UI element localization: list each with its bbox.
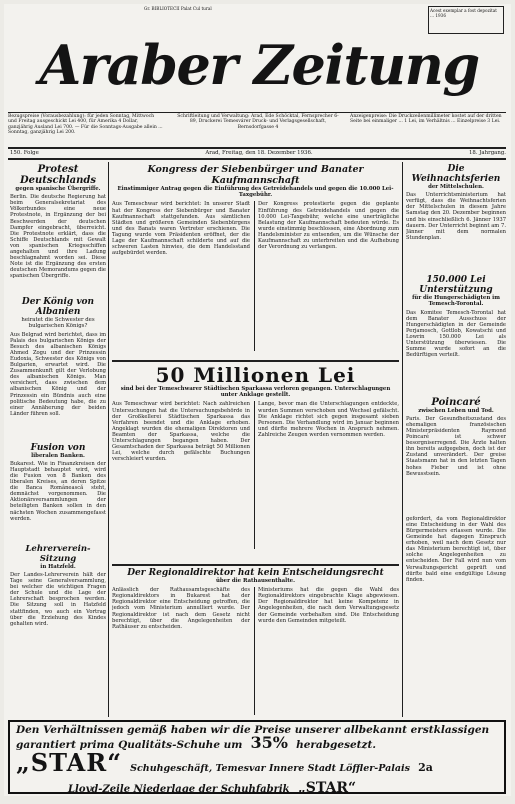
publisher-info: Schriftleitung und Verwaltung: Arad, Ede Schöcktal, Fernsprecher 6-89, Druckerei Temesvárer Druck- und Verlagsgesellschaft, Bernsdorfgasse 4 [177,114,339,130]
subscription-info: Bezugspreise (Vorausbezahlung): für jeden Sonntag, Mittwoch und Freitag ausgeschickt Lei 400, für Amerika 4 Dollar, ganzjährig Ausland Lei 700. — Für die Sonntags-Ausgabe allein ... Sonntag, ganzjährig Lei 200. [8,114,163,135]
headline-millions: 50 Millionen Lei [155,363,356,387]
advert-rates-info: Anzeigenpreise: Die Druckzeilenmillimeter kostet auf der dritten Seite bei einmaliger ... 1 Lei, im Verhältnis ... Einzelpreise 3 Lei. [350,114,502,125]
headline-bank-fusion: Fusion von [30,442,86,453]
ad-line-4 [16,780,498,796]
separator-millions [112,360,399,362]
headline-congress: Kongress der Siebenbürger und Banater Kaufmannschaft [147,164,364,186]
column-rule-4 [402,162,403,717]
congress-text-1: Aus Temeschwar wird berichtet: In unserer Stadt hat der Kongress der Siebenbürger und Banater Kaufmannschaft stattgefunden. Aus sämtlichen Städten und größeren Gemeinden Siebenbürgens und des Banats waren Vertreter erschienen. Die Tagung wurde vom Präsidenten eröffnet, der die Lage der Kaufmannschaft schilderte und auf die schweren Lasten hinwies, die dem Handelsstand aufgebürdet werden. [112,201,250,257]
article-holidays: Das Unterrichtsministerium hat verfügt, dass die Weihnachtsferien der Mittelschulen in diesem Jahre Samstag den 20. Dezember beginnen und bis einschließlich 6. Jänner 1937 dauern. Der Unterricht beginnt am 7. Jänner mit dem normalen Stundenplan. [406,192,506,241]
headline-poincare: Poincaré [431,396,481,408]
article-continuation: gefordert, da vom Regionaldirektor eine Entscheidung in der Wahl des Bürgermeisters erlassen wurde. Die Gemeinde hat dagegen Einspruch erhoben, weil nach dem Gesetz nur das Ministerium berechtigt ist, über solche Angelegenheiten zu entscheiden. Der Fall wird nun vom Verwaltungsgericht geprüft und dürfte bald eine endgültige Lösung finden. [406,515,506,583]
ad-percent: 35% [250,733,288,752]
subhead-millions: sind bei der Temeschwarer Städtischen Sparkassa verloren gegangen. Unterschlagungen unter Anklage gestellt. [120,386,391,399]
headline-albania-king: Der König von Albanien [21,297,95,318]
ad-line-1: Den Verhältnissen gemäß haben wir die Preise unserer allbekannt erstklassigen [16,724,490,736]
subhead-albania-king: heiratet die Schwester des bulgarischen Königs? [21,317,95,330]
ad-address-number: 2a [418,761,433,774]
dateline: Arad, Freitag, den 18. Dezember 1936. [205,150,313,156]
regional-text-1: Anlässlich der Rathausamtsgeschäfte des Regionaldirektors in Bukarest hat der Regionaldirektor eine Entscheidung getroffen, die jedoch vom Ministerium annulliert wurde. Der Regionaldirektor ist nach dem Gesetz nicht berechtigt, über die Angelegenheiten der Rathäuser zu entscheiden. [112,587,250,630]
column-5 [406,164,506,666]
ad-line-2-text: garantiert prima Qualitäts-Schuhe um [16,739,243,751]
congress-text-2: Der Kongress protestierte gegen die geplante Einführung des Getreidehandels und gegen die 10.000 Lei-Taxgebühr, welche eine unerträgliche Belastung der Kaufmannschaft bedeuten würde. Es wurde einstimmig beschlossen, eine Abordnung zum Handelsminister zu entsenden, um die Wünsche der Kaufmannschaft zu unterbreiten und die Aufhebung der Verordnung zu verlangen. [258,201,399,251]
header-rule-top [8,112,506,113]
separator-regional [112,564,399,566]
millions-article [112,364,399,549]
subhead-support: für die Hungerschädigten im Temesch-Torontal. [412,295,500,308]
headline-protest: Protest Deutschlands [19,164,97,186]
headline-regional: Der Regionaldirektor hat kein Entscheidungsrecht [127,568,384,578]
headline-holidays: Die Weihnachtsferien [411,164,501,184]
subhead-teachers: in Hatzfeld. [40,563,76,570]
advertisement-star [8,720,506,794]
subhead-regional: über die Rathausenthalte. [215,578,295,584]
article-protest: Berlin. Die deutsche Regierung hat beim Generalsekretariat des Völkerbundes eine neue Protestnote, in Ergänzung der bei Beschwerden der deutschen Dampfer eingebracht, überreicht. Die Protestnote erklärt, dass die Schiffe Deutschlands mit Gewalt von spanischen Kriegsschiffen angehalten und ihre Ladung beschlagnahmt worden sei. Diese Note ist die Ergänzung des ersten deutschen Memorandums gegen die spanischen Übergriffe. [10,194,106,280]
regional-article [112,568,399,715]
newspaper-page [4,4,511,796]
masthead-title: Araber Zeitung [39,33,479,97]
article-albania-king: Aus Belgrad wird berichtet, dass im Palais des bulgarischen Königs der Besuch des albanischen Königs Ahmed Zogu und der Prinzessin Eudoxia, Schwester des Königs von Bulgarien, erwartet wird. Die Zusammenkunft gilt der Verlobung des albanischen Königs. Man versichert, dass zwischen dem albanischen König und der Prinzessin ein Bündnis auch eine politische Bedeutung habe, die zu einer Annäherung der beiden Länder führen soll. [10,331,106,417]
article-bank-fusion: Bukarest. Wie in Finanzkreisen der Hauptstadt behauptet wird, wird die Fusion von 8 Banken des liberalen Kreises, an deren Spitze die Banca Românească steht, demnächst vorgenommen. Die Aktionärsversammlungen der beteiligten Banken sollen in den nächsten Wochen zusammengefasst werden. [10,460,106,522]
subhead-protest: gegen spanische Übergriffe. [15,186,101,192]
ad-address: Schuhgeschäft, Temesvar Innere Stadt Löffler-Palais [130,763,411,774]
column-rule-3 [254,401,255,549]
ad-line-2-end: herabgesetzt. [296,739,376,751]
subhead-bank-fusion: liberalen Banken. [31,452,85,459]
subhead-congress: Einstimmiger Antrag gegen die Einführung des Getreidehandels und gegen die 10.000 Lei-Taxgebühr. [117,186,394,199]
column-rule-2 [254,201,255,351]
volume-year: 18. Jahrgang. [468,150,506,156]
article-support: Das Komitee Temesch-Torontal hat dem Banater Ausschuss der Hungerschädigten in der Gemeinde Perjamosch, Gottlob, Kowatschi und Lowrin 150.000 Lei als Unterstützung überwiesen. Die Summe wurde sofort an die Bedürftigen verteilt. [406,309,506,359]
column-1 [10,164,106,662]
dateline-rule-top [8,147,506,149]
ad-depot: Lloyd-Zeile Niederlage der Schuhfabrik [68,784,290,795]
deposit-stamp: Acest exemplar a fost depozitat ... 1936 [428,6,504,34]
article-teachers: Der Landes-Lehrerverein hält der Tage seine Generalversammlung, bei welcher die wichtigen Fragen der Schule und die Lage der Lehrerschaft besprochen werden. Die Sitzung soll in Hatzfeld stattfinden, wo auch ein Vortrag über die Erziehung des Kindes gehalten wird. [10,572,106,627]
millions-text-2: Lange, bevor man die Unterschlagungen entdeckte, wurden Summen verschoben und Wechsel gefälscht. Die Anklage richtet sich gegen insgesamt sieben Personen. Die Verhandlung wird im Januar beginnen und dürfte mehrere Wochen in Anspruch nehmen. Zahlreiche Zeugen werden vernommen werden. [258,401,399,438]
subhead-holidays: der Mittelschulen. [428,184,484,190]
millions-text-1: Aus Temeschwar wird berichtet: Nach zahlreichen Untersuchungen hat die Untersuchungsbehörde in der Großkellerei Städtischen Sparkassa das Verfahren beendet und die Anklage erhoben. Angeklagt wurden die ehemaligen Direktoren und Beamten der Sparkassa, welche die Unterschlagungen begangen haben. Der Gesamtschaden der Sparkassa beträgt 50 Millionen Lei, welche durch gefälschte Buchungen verschleiert wurden. [112,401,250,463]
ad-brand: „STAR“ [16,748,123,777]
article-poincare: Paris. Der Gesundheitszustand des ehemaligen französischen Ministerpräsidenten Raymond Poincaré ist schwer besorgniserregend. Die Ärzte halten ihn bereits aufgegeben, doch ist der Zustand unverändert. Der greise Staatsmann hat in den letzten Tagen hohes Fieber und ist ohne Bewusstsein. [406,415,506,477]
headline-teachers: Lehrerverein-Sitzung [25,543,91,564]
headline-support: 150.000 Lei Unterstützung [419,275,493,296]
ad-line-3 [16,748,498,780]
dateline-rule-bottom [8,158,506,160]
ad-brand-2: „STAR“ [297,780,357,796]
regional-text-2: Ministeriums hat die gegen die Wahl des Regionaldirektors eingebrachte Klage abgewiesen. Der Regionaldirektor hat keine Kompetenz in Angelegenheiten, die nach dem Verwaltungsgesetz der Gemeinde vorbehalten sind. Die Entscheidung wurde den Gemeinden mitgeteilt. [258,587,399,624]
column-rule-1 [108,162,109,717]
congress-article [112,164,399,351]
subhead-poincare: zwischen Leben und Tod. [418,407,494,414]
library-stamp: Gr. BIBLIOTECII Palat Cul tural [144,6,212,11]
issue-number: 150. Folge [10,150,39,156]
column-rule-3b [254,587,255,715]
